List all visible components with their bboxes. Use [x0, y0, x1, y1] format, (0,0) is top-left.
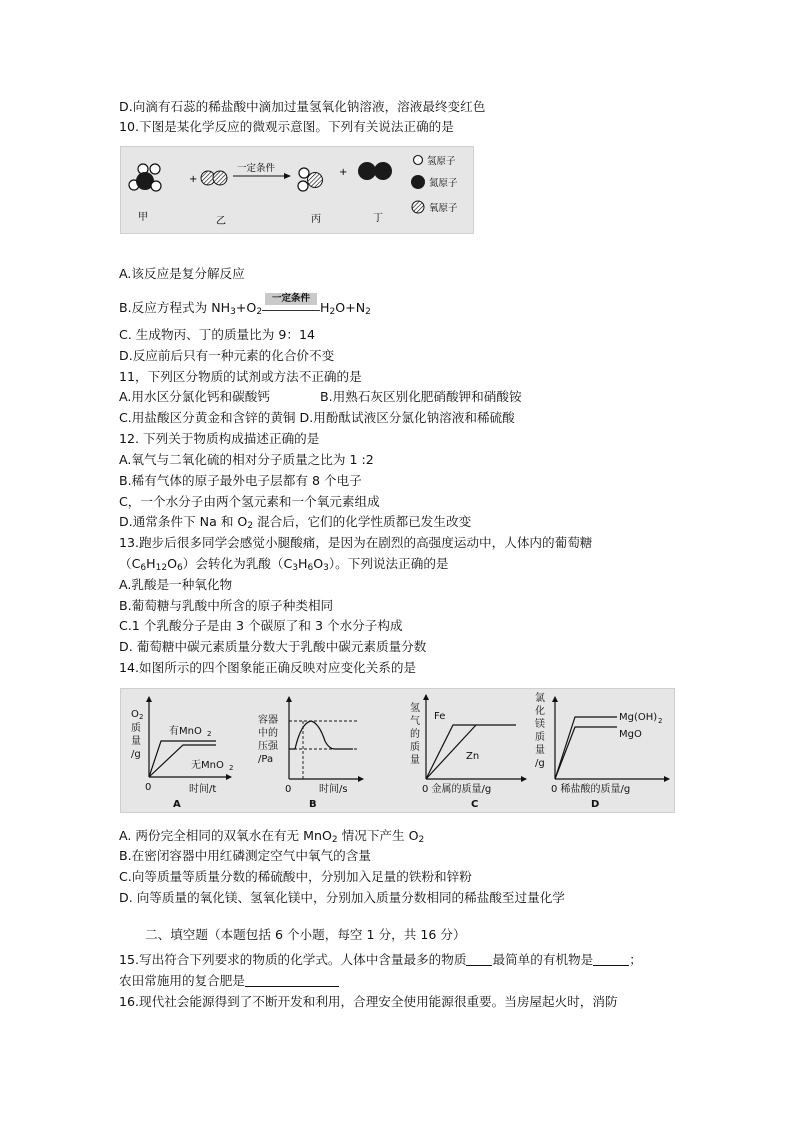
q15-line-2: 农田常施用的复合肥是 [119, 973, 339, 989]
b-ylabel-2: 中的 [258, 728, 278, 739]
q13-stem-2: $(C_6H_{12}O_6)$会转化为乳酸$(C_3H_6O_3)$。下列说法正确的是 [119, 556, 449, 573]
q14-option-d: D. 向等质量的氧化镁、氢氧化镁中，分别加入质量分数相同的稀盐酸至过量化学 [119, 890, 565, 905]
d-series-mgoh2-sub: 2 [658, 717, 663, 725]
a-series-1: 有MnO [169, 726, 202, 737]
legend-n-label: 氮原子 [429, 178, 458, 189]
molecule-nh3 [129, 164, 161, 191]
condition-arrow: 一定条件 [262, 301, 320, 317]
q13-option-d: D. 葡萄糖中碳元素质量分数大于乳酸中碳元素质量分数 [119, 639, 427, 654]
legend [411, 155, 458, 214]
a-series-2s: 2 [229, 764, 234, 772]
a-xlabel: 时间/t [189, 784, 217, 795]
a-ylabel-2: 质 [131, 723, 141, 734]
a-tag: A [173, 799, 181, 810]
q14-graphs [120, 688, 675, 813]
d-ylabel-5: 量 [535, 745, 545, 756]
d-tag: D [591, 799, 600, 810]
q10-micro-diagram [120, 146, 474, 234]
section-2-heading: 二、填空题（本题包括 6 个小题，每空 1 分，共 16 分） [145, 927, 466, 942]
q10-stem: 10.下图是某化学反应的微观示意图。下列有关说法正确的是 [119, 119, 454, 134]
d-ylabel-2: 化 [535, 706, 545, 717]
d-line-mgo [555, 727, 617, 779]
legend-h-icon [414, 156, 423, 165]
d-series-mgoh2: Mg(OH) [619, 712, 658, 723]
a-line-with-mno2 [149, 741, 216, 777]
q11-option-cd: C.用盐酸区分黄金和含锌的黄铜 D.用酚酞试液区分氯化钠溶液和稀硫酸 [119, 410, 515, 425]
plus-1: + [189, 174, 198, 185]
q15-line-1: 15.写出符合下列要求的物质的化学式。人体中含量最多的物质 最简单的有机物是 ； [119, 952, 642, 967]
d-series-mgo: MgO [619, 729, 642, 740]
q11-option-b: B.用熟石灰区别化肥硝酸钾和硝酸铵 [320, 389, 522, 404]
b-ylabel-4: /Pa [258, 754, 274, 765]
d-ylabel-6: /g [535, 758, 545, 769]
q9-option-d: D.向滴有石蕊的稀盐酸中滴加过量氢氧化钠溶液，溶液最终变红色 [119, 99, 486, 114]
q14-option-b: B.在密闭容器中用红磷测定空气中氧气的含量 [119, 848, 371, 863]
q14-stem: 14.如图所示的四个图象能正确反映对应变化关系的是 [119, 660, 417, 675]
graph-c [410, 695, 526, 810]
molecule-n2 [358, 162, 392, 180]
d-ylabel-3: 镁 [535, 719, 545, 730]
q10-option-b: B.反应方程式为 $NH_3+O_2$ 一定条件 $H_2O+N_2$ [119, 293, 371, 317]
c-xlabel: 0 金属的质量/g [422, 784, 492, 795]
q14-option-c: C.向等质量等质量分数的稀硫酸中，分别加入足量的铁粉和锌粉 [119, 869, 472, 884]
c-ylabel-1: 氢 [410, 703, 420, 714]
q12-option-a: A.氧气与二氧化硫的相对分子质量之比为 1 :2 [119, 452, 374, 467]
graph-b [258, 697, 363, 810]
label-bing: 丙 [311, 214, 321, 225]
q13-option-a: A.乳酸是一种氧化物 [119, 577, 233, 592]
b-tag: B [309, 799, 317, 810]
a-series-2: 无MnO [191, 760, 224, 771]
q11-stem: 11，下列区分物质的试剂或方法不正确的是 [119, 369, 362, 384]
q13-stem-1: 13.跑步后很多同学会感觉小腿酸痛，是因为在剧烈的高强度运动中，人体内的葡萄糖 [119, 535, 593, 550]
q10-diagram-svg [121, 147, 473, 233]
c-ylabel-2: 气 [410, 716, 420, 727]
a-ylabel-3: 量 [131, 736, 141, 747]
q12-option-c: C，一个水分子由两个氢元素和一个氧元素组成 [119, 494, 380, 509]
q10-option-d: D.反应前后只有一种元素的化合价不变 [119, 348, 335, 363]
molecule-h2o [298, 168, 323, 191]
b-origin: 0 [285, 784, 292, 795]
b-ylabel-3: 压强 [258, 741, 278, 752]
q16-stem: 16.现代社会能源得到了不断开发和利用，合理安全使用能源很重要。当房屋起火时，消防 [119, 994, 618, 1009]
q15-blank-3[interactable] [245, 974, 339, 987]
c-series-zn: Zn [466, 751, 480, 762]
c-ylabel-3: 的 [410, 729, 420, 740]
c-ylabel-5: 量 [410, 755, 420, 766]
graph-a [131, 697, 233, 810]
d-line-mgoh2 [555, 717, 617, 779]
graph-d [535, 691, 669, 810]
label-ding: 丁 [373, 213, 383, 224]
a-ylabel-4: /g [131, 749, 141, 760]
legend-o-label: 氧原子 [429, 203, 458, 214]
arrow-condition: 一定条件 [237, 163, 276, 174]
q14-option-a: A. 两份完全相同的双氧水在有无 MnO$_2$ 情况下产生 $O_2$ [119, 828, 425, 845]
b-ylabel-1: 容器 [258, 715, 278, 726]
q12-option-d: D.通常条件下 Na 和 $O_2$ 混合后，它们的化学性质都已发生改变 [119, 514, 472, 531]
b-pressure-curve [289, 721, 353, 749]
q15-blank-1[interactable] [466, 953, 492, 966]
q13-option-b: B.葡萄糖与乳酸中所含的原子种类相同 [119, 598, 334, 613]
q13-option-c: C.1 个乳酸分子是由 3 个碳原了和 3 个水分子构成 [119, 618, 403, 633]
q12-option-b: B.稀有气体的原子最外电子层都有 8 个电子 [119, 473, 362, 488]
c-series-fe: Fe [434, 711, 446, 722]
d-ylabel-1: 氯 [535, 693, 545, 704]
d-xlabel: 0 稀盐酸的质量/g [551, 784, 631, 795]
a-ylabel-1s: 2 [139, 713, 144, 721]
a-series-1s: 2 [207, 730, 212, 738]
legend-n-icon [411, 175, 425, 189]
legend-o-icon [412, 201, 424, 213]
plus-2: + [339, 167, 348, 178]
q11-option-a: A.用水区分氯化钙和碳酸钙 [119, 389, 270, 404]
b-xlabel: 时间/s [319, 784, 348, 795]
c-ylabel-4: 质 [410, 742, 420, 753]
q10-option-c: C. 生成物丙、丁的质量比为 9：14 [119, 327, 315, 342]
label-jia: 甲 [138, 212, 148, 223]
q14-graphs-svg [121, 689, 674, 812]
q12-stem: 12. 下列关于物质构成描述正确的是 [119, 431, 320, 446]
a-ylabel-1: O [131, 709, 139, 720]
molecule-o2 [201, 171, 227, 185]
arrow-head [284, 173, 291, 179]
q15-blank-2[interactable] [593, 953, 629, 966]
label-yi: 乙 [216, 216, 226, 227]
q10-option-a: A.该反应是复分解反应 [119, 266, 245, 281]
legend-h-label: 氢原子 [427, 156, 456, 167]
a-origin: 0 [145, 782, 152, 793]
c-tag: C [471, 799, 479, 810]
d-ylabel-4: 质 [535, 732, 545, 743]
